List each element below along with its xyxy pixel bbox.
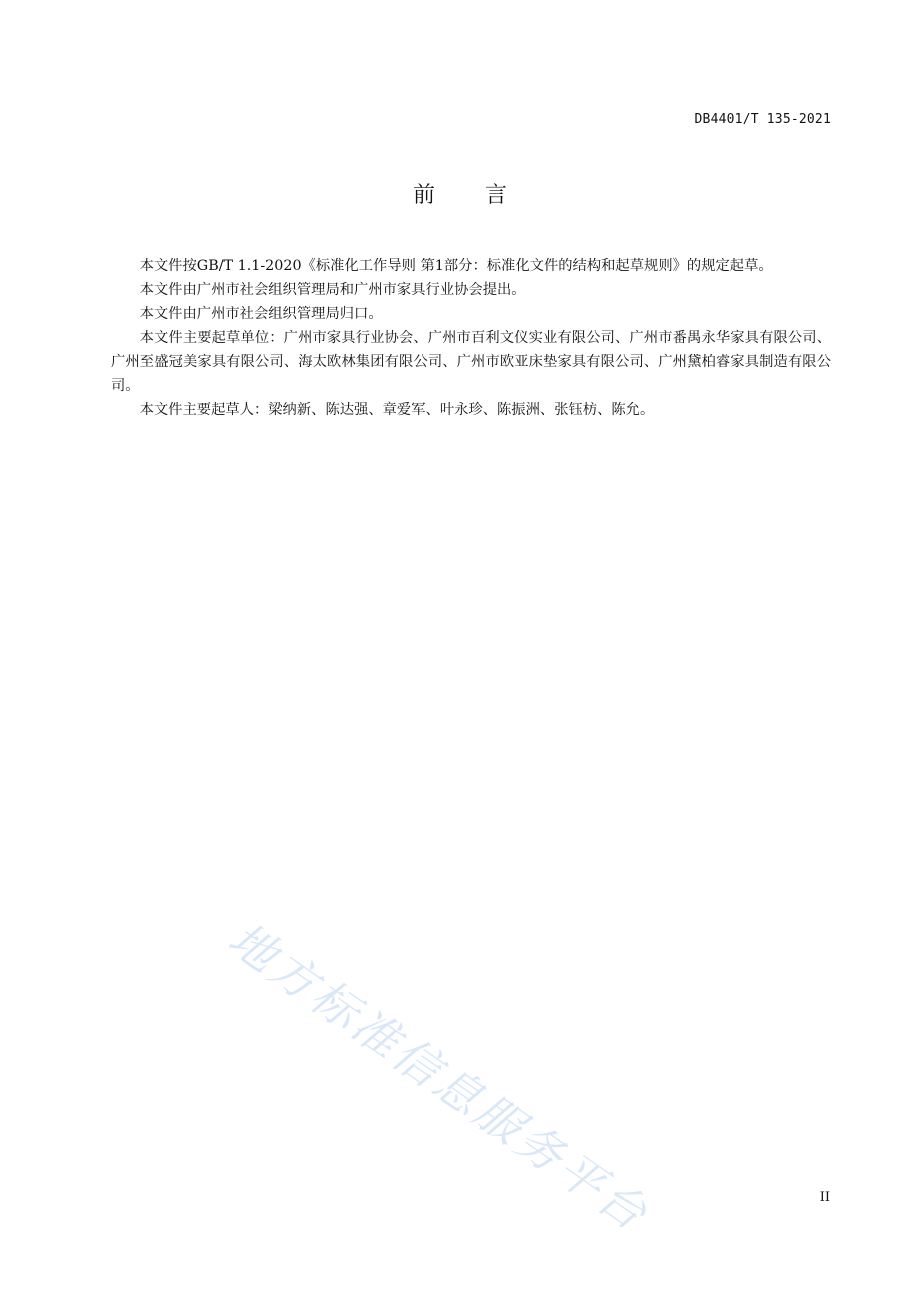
paragraph-drafters: 本文件主要起草人：梁纳新、陈达强、章爱军、叶永珍、陈振洲、张钰枋、陈允。 xyxy=(139,402,655,418)
paragraph-drafting-units: 本文件主要起草单位：广州市家具行业协会、广州市百利文仪实业有限公司、广州市番禺永华家具有限公司、广州至盛冠美家具有限公司、海太欧林集团有限公司、广州市欧亚床垫家具有限公司、广州黛柏睿家具制造有限公司。 xyxy=(111,330,831,394)
page-title: 前言 xyxy=(412,183,557,208)
paragraph-proposer: 本文件由广州市社会组织管理局和广州市家具行业协会提出。 xyxy=(139,282,526,298)
document-code: DB4401/T 135-2021 xyxy=(694,112,831,127)
paragraph-drafting-rules: 本文件按GB/T 1.1-2020《标准化工作导则 第1部分：标准化文件的结构和起草规则》的规定起草。 xyxy=(139,258,773,274)
paragraph-administrator: 本文件由广州市社会组织管理局归口。 xyxy=(139,306,383,322)
page-number: II xyxy=(819,1190,830,1205)
watermark: 地方标准信息服务平台 xyxy=(218,911,660,1243)
preface-body xyxy=(111,254,831,422)
